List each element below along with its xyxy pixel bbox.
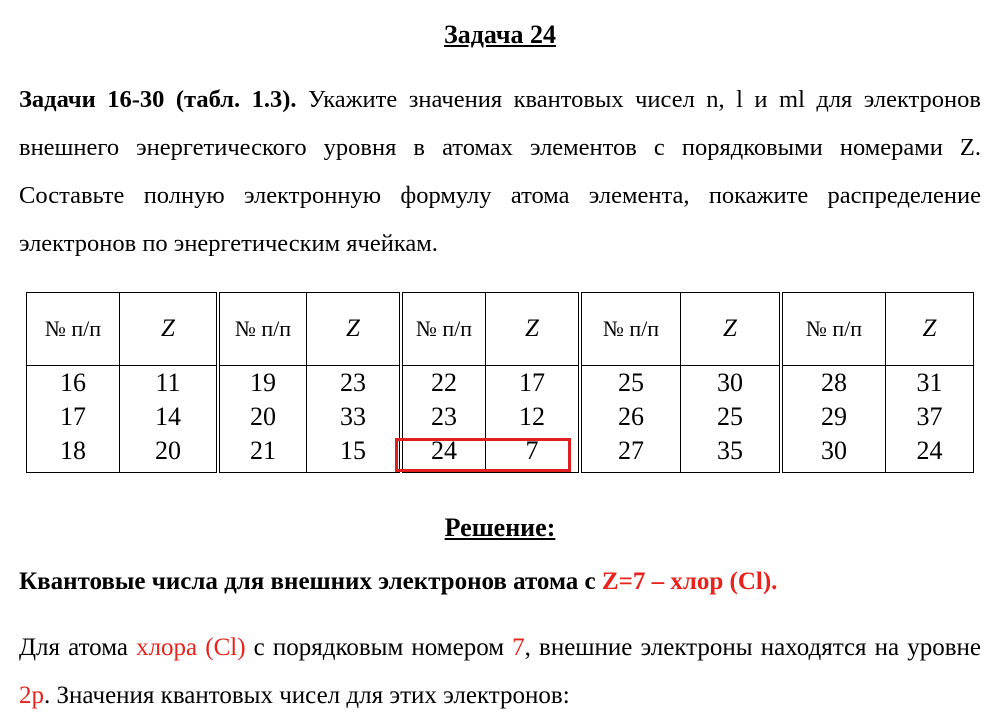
header-num: № п/п	[580, 293, 681, 366]
quantum-heading-text: Квантовые числа для внешних электронов атома с	[19, 568, 602, 595]
table-cell: 31 37 24	[886, 366, 974, 473]
solution-paragraph	[19, 624, 981, 720]
para-sublevel: 2p	[19, 682, 44, 709]
para-text: . Значения квантовых чисел для этих электронов:	[44, 682, 570, 709]
table-cell: 30 25 35	[681, 366, 782, 473]
problem-statement	[19, 76, 981, 268]
table-cell: 17 12 7	[486, 366, 581, 473]
table-cell: 11 14 20	[120, 366, 219, 473]
selected-variant-highlight	[395, 438, 571, 472]
problem-title: Задача 24	[444, 20, 556, 49]
table-cell: 16 17 18	[27, 366, 120, 473]
quantum-heading-highlight: Z=7 – хлор (Cl).	[601, 568, 778, 595]
header-z: Z	[120, 293, 219, 366]
header-z: Z	[486, 293, 581, 366]
para-element-name: хлора (Cl)	[136, 634, 246, 661]
table-cell: 23 33 15	[307, 366, 402, 473]
para-text: с порядковым номером	[245, 634, 513, 661]
problem-statement-bold: Задачи 16-30 (табл. 1.3).	[19, 86, 297, 113]
para-text: , внешние электроны находятся на уровне	[524, 634, 982, 661]
para-atomic-number: 7	[512, 634, 525, 661]
header-z: Z	[886, 293, 974, 366]
header-num: № п/п	[27, 293, 120, 366]
table-header-row	[27, 293, 974, 366]
table-cell: 19 20 21	[218, 366, 307, 473]
header-num: № п/п	[218, 293, 307, 366]
table-cell: 25 26 27	[580, 366, 681, 473]
table-cell: 28 29 30	[781, 366, 886, 473]
solution-heading: Решение:	[444, 513, 556, 542]
header-num: № п/п	[781, 293, 886, 366]
table-cell: 22 23 24	[401, 366, 486, 473]
header-z: Z	[681, 293, 782, 366]
problem-statement-text: Укажите значения квантовых чисел n, l и ml для электронов внешнего энергетического уровня в атомах элементов с порядковыми номерами Z. Составьте полную электронную формулу атома элемента, покажите распределение электронов по энергетическим ячейкам.	[19, 86, 981, 257]
para-text: Для атома	[19, 634, 137, 661]
quantum-numbers-heading	[19, 568, 989, 596]
header-num: № п/п	[401, 293, 486, 366]
header-z: Z	[307, 293, 402, 366]
